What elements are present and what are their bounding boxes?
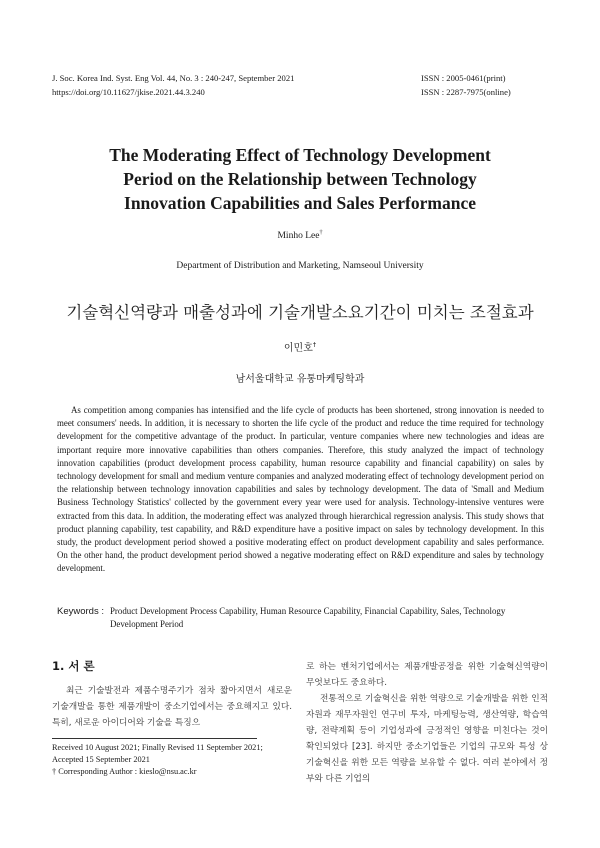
title-line-1: The Moderating Effect of Technology Development [109,145,491,165]
author-affiliation: Department of Distribution and Marketing, Namseoul University [176,261,424,271]
issn-print: ISSN : 2005-0461(print) [421,73,506,83]
footnote [52,742,292,779]
title-line-2: Period on the Relationship between Technology [123,169,477,189]
keywords-label: Keywords : [57,606,104,617]
title-line-3: Innovation Capabilities and Sales Performance [124,193,476,213]
corresponding-mark: † [319,230,323,236]
intro-paragraph-continued: 로 하는 벤처기업에서는 제품개발공정을 위한 기술혁신역량이 무엇보다도 중요하다. [306,662,548,688]
issn-online: ISSN : 2287-7975(online) [421,86,511,97]
korean-title: 기술혁신역량과 매출성과에 기술개발소요기간이 미치는 조절효과 [66,303,534,322]
doi-link[interactable]: https://doi.org/10.11627/jkise.2021.44.3.240 [52,86,205,97]
section-heading: 1. 서 론 [52,659,95,673]
korean-affiliation: 남서울대학교 유통마케팅학과 [235,374,365,385]
received-dates: Received 10 August 2021; Finally Revised 11 September 2021; [52,743,263,752]
journal-header [52,72,294,99]
keywords-text: Product Development Process Capability, Human Resource Capability, Financial Capability, Sales, Technology Development Period [110,606,506,630]
author-line [0,230,600,241]
issn-block [421,72,511,99]
korean-author-line [0,339,600,354]
korean-corresponding-mark: † [312,340,317,349]
abstract [57,404,544,576]
right-column [306,659,548,787]
author-name: Minho Lee [277,231,320,242]
journal-citation: J. Soc. Korea Ind. Syst. Eng Vol. 44, No. 3 : 240-247, September 2021 [52,73,295,83]
corresponding-author: † Corresponding Author : kieslo@nsu.ac.kr [52,767,197,777]
intro-paragraph: 최근 기술발전과 제품수명주기가 점차 짧아지면서 새로운 기술개발을 통한 제품개발이 중소기업에서는 중요해지고 있다. 특히, 새로운 아이디어와 기술을 특징으 [52,686,292,728]
korean-author-name: 이민호 [283,343,313,354]
accepted-date: Accepted 15 September 2021 [52,755,150,765]
abstract-text: As competition among companies has intensified and the life cycle of products has been shortened, strong innovation is needed to meet consumers' needs. In addition, it is necessary to shorten the life cycle of the product and reduce the time required for technology development for the competitive advantage of the product. In particular, venture companies where new technologies and ideas are important require more innovative capabilities than others companies. Therefore, this study analyzed the impact of technology innovation capabilities (product development process capability, human resource capability and financial capability) on sales by technology development for small and medium venture companies and analyzed moderating effect of technology development period on the relationship between technology innovation capabilities and sales by technology development. The data of 'Small and Medium Business Technology Statistics' collected by the government every year were used for analysis. Technology-intensive ventures were extracted from this data. In addition, the moderating effect was analyzed through hierarchical regression analysis. This study shows that product planning capability, test capability, and R&D expenditure have a positive impact on sales by technology development. In this study, the product development period showed a positive moderating effect on product development capability and sales performance. On the other hand, the product development period showed a negative moderating effect on R&D expenditure and sales by technology development. [57,405,544,574]
left-column [52,683,292,731]
paper-title [0,143,600,215]
intro-paragraph-2: 전통적으로 기술혁신을 위한 역량으로 기술개발을 위한 인적자원과 재무자원인 연구비 투자, 마케팅능력, 생산역량, 학습역량, 전략계획 등이 기업성과에 긍정적인 영향을 미친다는 것이 확인되었다 [23]. 하지만 중소기업들은 기업의 규모와 특성 상 기술혁신을 위한 모든 역량을 보유할 수 없다. 여러 분야에서 정부와 다른 기업의 [306,694,548,784]
footnote-divider [52,738,257,739]
